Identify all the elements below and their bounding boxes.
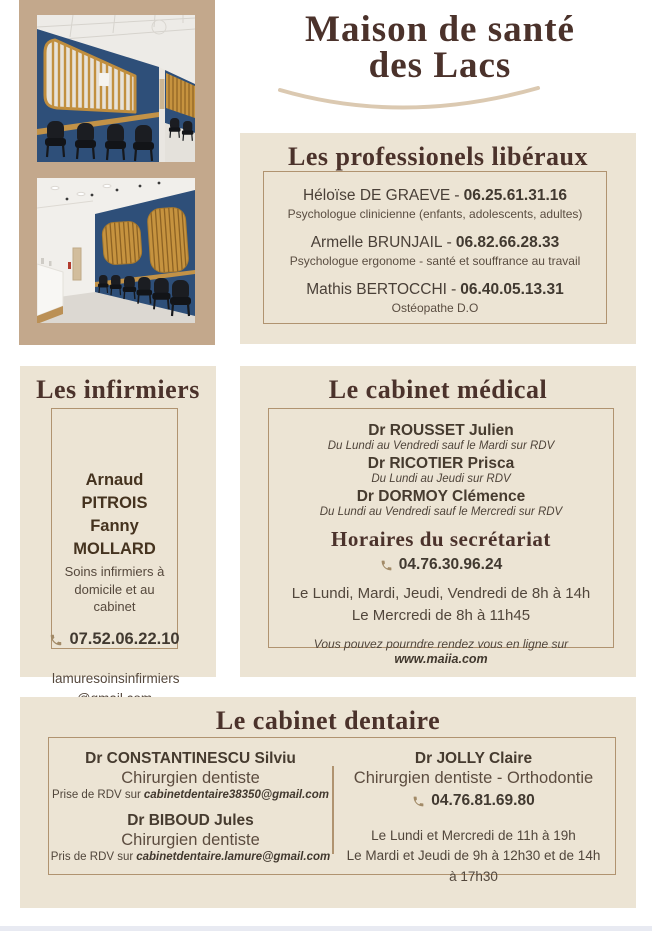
doctor-name: Dr DORMOY Clémence <box>356 488 526 505</box>
page-title-line1: Maison de santé <box>305 9 575 50</box>
section-dental <box>20 697 636 908</box>
fire-extinguisher <box>68 262 71 269</box>
dentist-phone-row <box>332 792 615 810</box>
dental-box <box>48 737 616 884</box>
section-professionals <box>240 133 636 344</box>
dentist-entry <box>49 812 332 863</box>
hours-line: Le Mardi et Jeudi de 9h à 12h30 et de 14h à 17h30 <box>346 848 601 884</box>
wood-panel-2 <box>147 207 189 273</box>
dentist-entry <box>49 750 332 801</box>
dentist-rdv-line: Pris de RDV sur cabinetdentaire.lamure@gmail.com <box>50 851 331 863</box>
professional-name-line: Héloïse DE GRAEVE - 06.25.61.31.16 <box>302 187 568 204</box>
professional-entry <box>264 281 606 315</box>
dentist-name: Dr CONSTANTINESCU Silviu <box>85 750 296 767</box>
nurse-desc: Soins infirmiers à domicile et au cabinet <box>64 564 165 615</box>
waiting-room-photo-bottom <box>37 178 195 323</box>
doctor-entry <box>269 422 613 452</box>
dentist-name: Dr BIBOUD Jules <box>127 812 254 829</box>
nurse-phone-row <box>52 630 180 649</box>
doctor-name: Dr ROUSSET Julien <box>368 422 514 439</box>
section-medical <box>240 366 636 677</box>
dental-right-column <box>332 738 615 884</box>
nurse-names: Arnaud PITROIS Fanny MOLLARD <box>73 471 156 559</box>
phone-icon <box>49 633 63 647</box>
doctor-name: Dr RICOTIER Prisca <box>367 455 515 472</box>
professionals-heading: Les professionels libéraux <box>288 142 588 171</box>
doctor-schedule: Du Lundi au Jeudi sur RDV <box>371 473 511 485</box>
hall-door <box>73 248 81 280</box>
phone-number: 06.25.61.31.16 <box>463 187 568 204</box>
hours-line: Le Lundi, Mardi, Jeudi, Vendredi de 8h à 14h <box>291 585 591 602</box>
photo-panel <box>19 0 215 345</box>
medical-heading: Le cabinet médical <box>328 375 548 404</box>
dental-left-column <box>49 738 332 874</box>
phone-number: 07.52.06.22.10 <box>69 630 180 649</box>
phone-icon <box>412 795 425 808</box>
phone-number: 06.82.66.28.33 <box>455 234 560 251</box>
professional-entry <box>264 187 606 221</box>
doctor-schedule: Du Lundi au Vendredi sauf le Mardi sur RDV <box>327 440 555 452</box>
hall-door <box>160 79 165 109</box>
nurses-heading: Les infirmiers <box>36 375 200 404</box>
dentist-role: Chirurgien dentiste <box>121 769 260 787</box>
window-sign <box>99 73 109 86</box>
viewport-bottom-strip <box>0 926 652 931</box>
doctor-schedule: Du Lundi au Vendredi sauf le Mercredi sur RDV <box>319 506 563 518</box>
section-nurses <box>20 366 216 687</box>
phone-number: 04.76.30.96.24 <box>398 556 503 573</box>
dentist-name: Dr JOLLY Claire <box>414 750 533 767</box>
rdv-email: cabinetdentaire.lamure@gmail.com <box>136 851 331 863</box>
nurse-email: lamuresoinsinfirmiers <box>52 671 180 687</box>
professionals-box <box>263 171 607 324</box>
phone-icon <box>380 559 393 572</box>
professional-name-line: Mathis BERTOCCHI - 06.40.05.13.31 <box>306 281 564 298</box>
waiting-room-photo-top <box>37 15 195 162</box>
professional-desc: Ostéopathe D.O <box>391 301 479 315</box>
nurses-box <box>51 408 180 687</box>
professional-desc: Psychologue clinicienne (enfants, adolescents, adultes) <box>287 207 583 221</box>
dentist-role: Chirurgien dentiste - Orthodontie <box>353 769 594 787</box>
professional-entry <box>264 234 606 268</box>
phone-number: 06.40.05.13.31 <box>460 281 564 298</box>
professional-name-line: Armelle BRUNJAIL - 06.82.66.28.33 <box>310 234 560 251</box>
hours-line: Le Lundi et Mercredi de 11h à 19h <box>371 828 576 843</box>
online-booking-site: www.maiia.com <box>394 651 488 666</box>
smile-arc-icon <box>274 86 544 118</box>
dental-heading: Le cabinet dentaire <box>215 706 441 735</box>
online-booking-note: Vous pouvez pourndre rendez vous en ligne sur <box>313 636 569 651</box>
doctor-entry <box>269 488 613 518</box>
medical-box <box>268 408 614 666</box>
wood-panel-1 <box>102 221 143 266</box>
dentist-rdv-line: Prise de RDV sur cabinetdentaire38350@gmail.com <box>52 789 329 801</box>
dentist-role: Chirurgien dentiste <box>121 831 260 849</box>
phone-number: 04.76.81.69.80 <box>431 792 535 809</box>
secretariat-heading: Horaires du secrétariat <box>331 527 551 551</box>
hours-line: Le Mercredi de 8h à 11h45 <box>351 606 531 624</box>
rdv-email: cabinetdentaire38350@gmail.com <box>143 789 329 801</box>
professional-desc: Psychologue ergonome - santé et souffrance au travail <box>289 254 581 268</box>
title-block <box>240 9 640 118</box>
doctor-entry <box>269 455 613 485</box>
secretariat-hours <box>269 583 613 627</box>
dentist-hours <box>332 826 615 887</box>
secretariat-phone-row <box>269 556 613 574</box>
page-title-line2: des Lacs <box>368 45 512 86</box>
column-divider <box>332 766 334 854</box>
